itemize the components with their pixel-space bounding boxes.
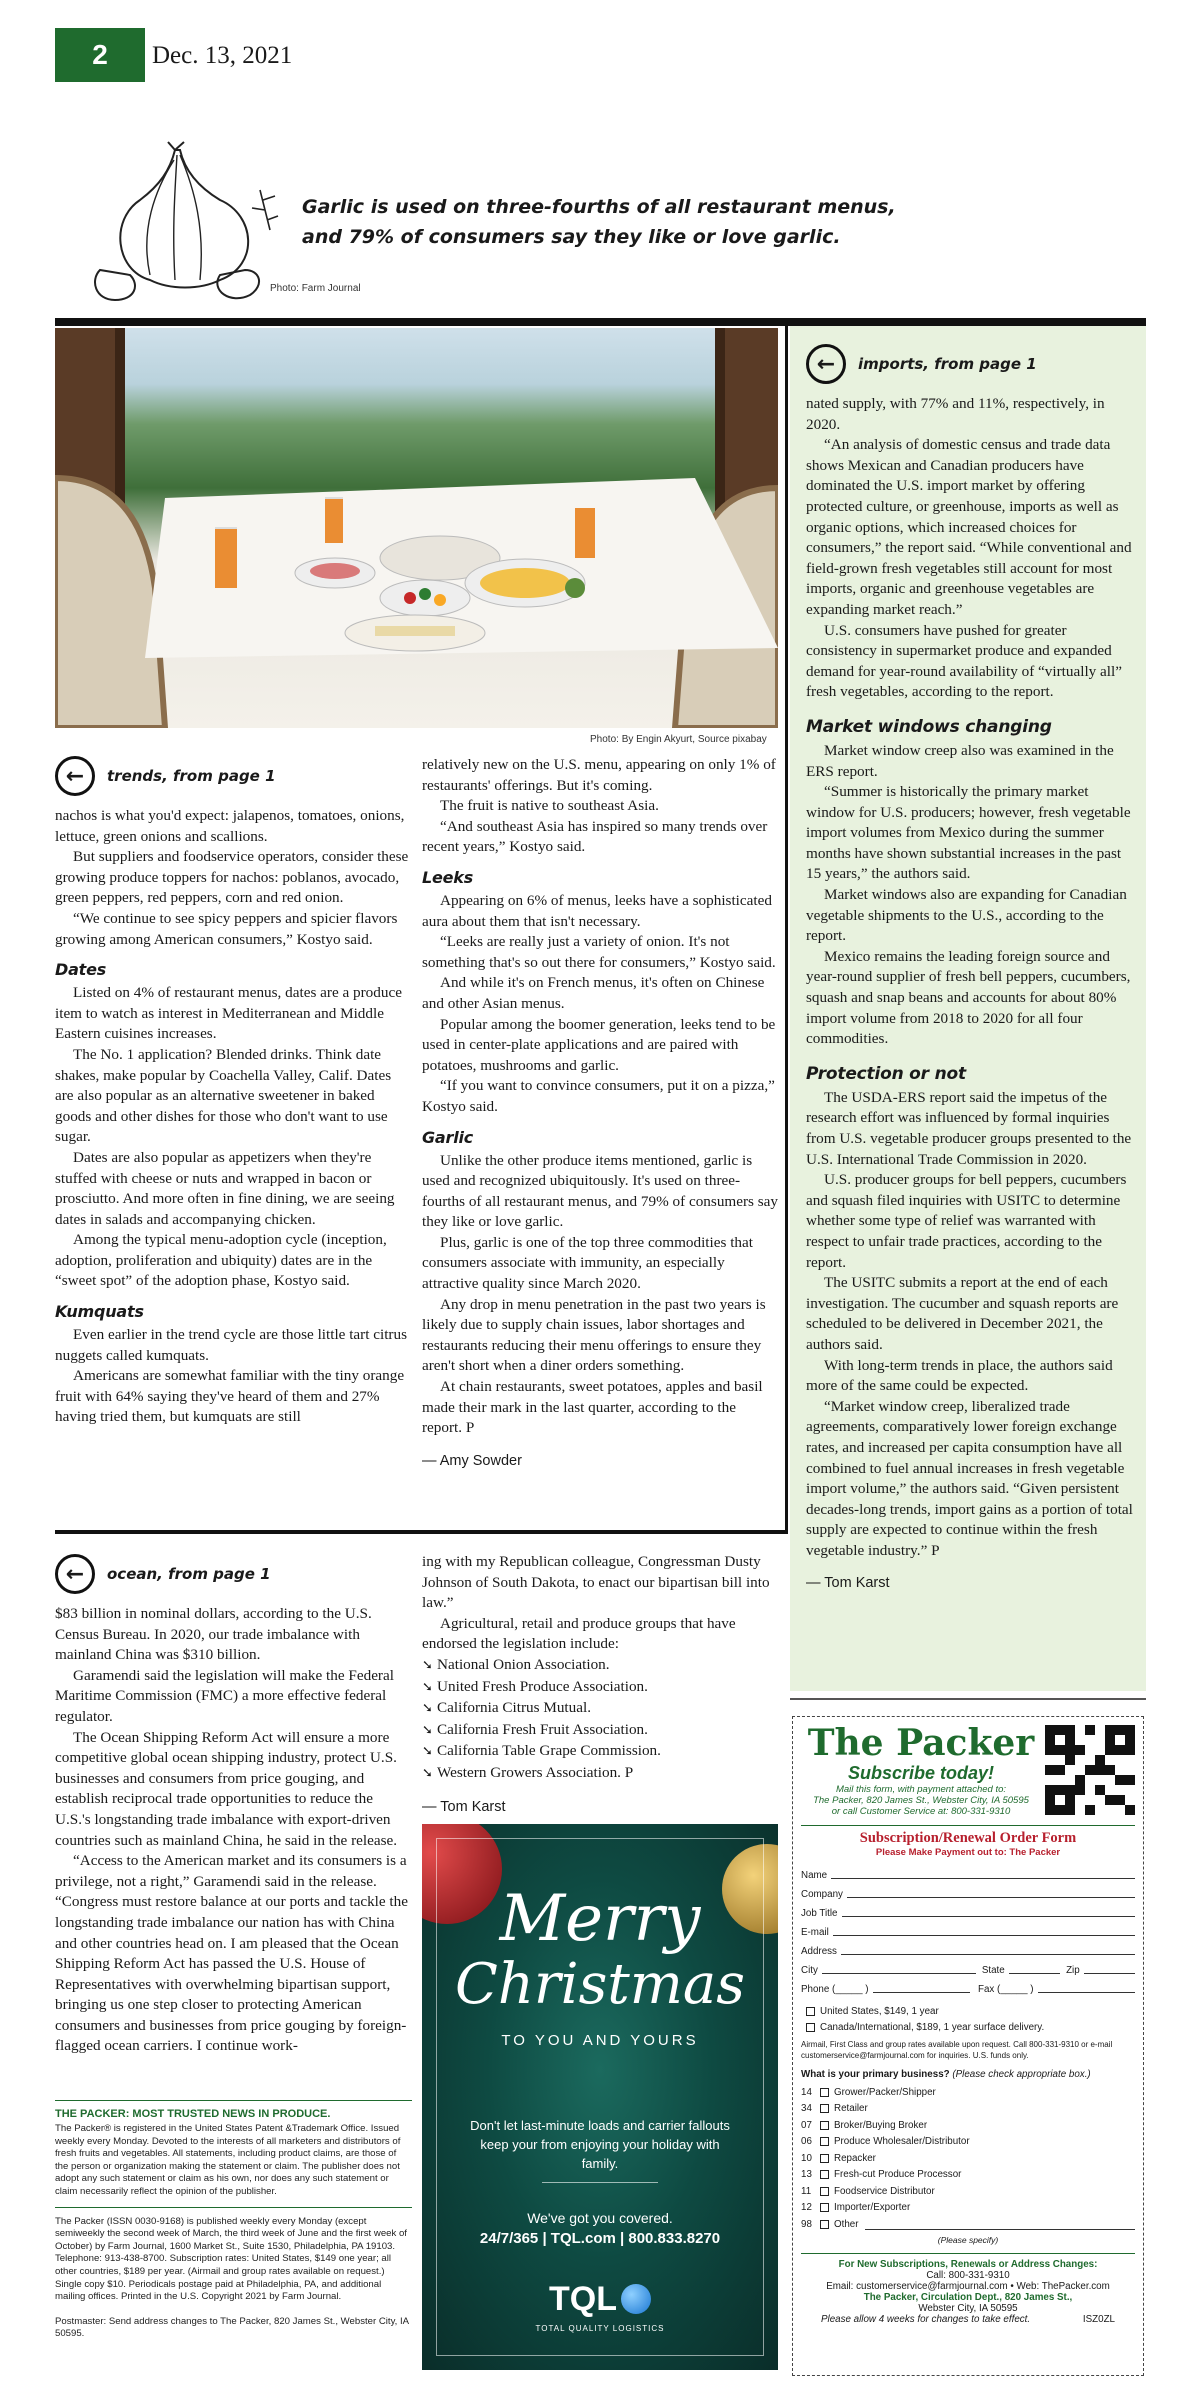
rate-intl-checkbox[interactable] [801, 2020, 1135, 2037]
business-hint: (Please check appropriate box.) [952, 2069, 1091, 2080]
form-title: Subscription/Renewal Order Form [859, 1830, 1077, 1846]
ad-merry: Merry [499, 1882, 701, 1956]
option-label: Fresh-cut Produce Processor [834, 2169, 962, 2181]
field-label: E-mail [801, 1927, 829, 1938]
leeks-paragraph: And while it's on French menus, it's often on Chinese and other Asian menus. [422, 974, 765, 1012]
table-photo-credit: Photo: By Engin Akyurt, Source pixabay [590, 734, 767, 745]
imports-paragraph: nated supply, with 77% and 11%, respectively, in 2020. [806, 395, 1105, 433]
address-field[interactable] [801, 1938, 1135, 1957]
option-code: 12 [801, 2202, 812, 2214]
checkbox[interactable] [820, 2187, 829, 2196]
field-label: State [981, 1965, 1005, 1976]
form-code: ISZ0ZL [1082, 2313, 1115, 2325]
option-code: 13 [801, 2169, 812, 2181]
ad-covered: We've got you covered. [527, 2210, 673, 2226]
tql-logo-text: TQL [549, 2279, 617, 2318]
dates-paragraph: Among the typical menu-adoption cycle (inception, adoption, proliferation and ubiquity) dates are in the “sweet spot” of the adoption phase, Kostyo said. [55, 1231, 387, 1290]
company-field[interactable] [801, 1881, 1135, 1900]
page-number: 2 [92, 39, 108, 70]
qr-code-icon[interactable] [1045, 1725, 1135, 1815]
arrow-left-icon: ← [55, 756, 95, 796]
packer-logo: The Packer [807, 1722, 1035, 1764]
option-label: Produce Wholesaler/Distributor [834, 2136, 970, 2148]
option-label: Importer/Exporter [834, 2202, 911, 2214]
leeks-paragraph: “Leeks are really just a variety of onion. It's not something that's so out there for consumers,” Kostyo said. [422, 933, 776, 971]
masthead-paragraph: The Packer (ISSN 0030-9168) is published weekly every Monday (except semiweekly the second week of March, the third week of June and the first week of October) by Farm Journal, 1600 Market St., Suite 1530, Philadelphia, PA 19103. Telephone: 913-438-8700. Subscription rates: United States, $149 one year; all other countries, $189 per year. (Airmail and group rates available on request.) Single copy $10. Periodicals postage paid at Philadelphia, PA, and additional mailing offices. Printed in the U.S. Copyright 2021 by Farm Journal. [55, 2215, 407, 2303]
option-label: Retailer [834, 2103, 868, 2115]
option-code: 34 [801, 2103, 812, 2115]
kumquats-paragraph: Americans are somewhat familiar with the tiny orange fruit with 64% saying they've heard of them and 27% having tried them, but kumquats are still [55, 1367, 405, 1426]
footer-email[interactable]: Email: customerservice@farmjournal.com • Web: ThePacker.com [826, 2280, 1110, 2292]
field-label: Fax (_____ ) [978, 1984, 1034, 1995]
garlic-callout-quote: Garlic is used on three-fourths of all restaurant menus, and 79% of consumers say they like or love garlic. [302, 196, 896, 248]
checkbox[interactable] [820, 2088, 829, 2097]
ocean-paragraph: Garamendi said the legislation will make the Federal Maritime Commission (FMC) a more effective federal regulator. [55, 1666, 394, 1725]
tql-logo [522, 2274, 678, 2324]
field-label: Zip [1066, 1965, 1080, 1976]
business-option[interactable] [801, 2101, 1135, 2118]
checkbox[interactable] [820, 2137, 829, 2146]
ocean-column-1 [55, 1552, 412, 2057]
checkbox[interactable] [820, 2154, 829, 2163]
tql-logo-subtitle: TOTAL QUALITY LOGISTICS [535, 2324, 665, 2333]
rate-label: Canada/International, $189, 1 year surface delivery. [820, 2022, 1045, 2034]
kumquats-paragraph: Even earlier in the trend cycle are those little tart citrus nuggets called kumquats. [55, 1326, 407, 1364]
trends-byline: — Amy Sowder [422, 1452, 522, 1469]
business-option[interactable] [801, 2216, 1135, 2233]
page-number-tab [55, 28, 145, 82]
dates-heading: Dates [55, 960, 107, 980]
ocean-jump-header [55, 1552, 412, 1596]
dates-paragraph: The No. 1 application? Blended drinks. Think date shakes, make popular by Coachella Valley, Calif. Dates are also popular as an alternative sweetener in baked goods and other dishes for those who don't want to use sugar. [55, 1045, 392, 1146]
imports-byline: — Tom Karst [806, 1575, 890, 1592]
business-option[interactable] [801, 2150, 1135, 2167]
issue-date: Dec. 13, 2021 [152, 42, 293, 69]
option-code: 98 [801, 2218, 812, 2230]
ocean-byline: — Tom Karst [422, 1798, 506, 1815]
footer-address: Webster City, IA 50595 [918, 2302, 1018, 2314]
list-item: ➘ California Citrus Mutual. [422, 1698, 778, 1720]
ocean-column-2 [422, 1552, 778, 1815]
mail-instructions: Mail this form, with payment attached to: [835, 1784, 1007, 1795]
tql-christmas-ad[interactable] [422, 1824, 778, 2370]
trends-column-1 [55, 754, 412, 1428]
form-subtitle: Please Make Payment out to: The Packer [875, 1847, 1061, 1858]
protection-paragraph: With long-term trends in place, the authors said more of the same could be expected. [806, 1356, 1113, 1395]
ad-christmas: Christmas [454, 1952, 746, 2017]
section-rule [790, 1698, 1146, 1700]
city-state-zip-field[interactable] [801, 1957, 1135, 1976]
globe-icon [621, 2284, 651, 2314]
checkbox[interactable] [820, 2170, 829, 2179]
masthead-paragraph: Postmaster: Send address changes to The Packer, 820 James St., Webster City, IA 50595. [55, 2315, 409, 2340]
masthead-title: THE PACKER: MOST TRUSTED NEWS IN PRODUCE. [55, 2108, 331, 2120]
trends-paragraph: “We continue to see spicy peppers and spicier flavors growing among American consumers,” Kostyo said. [55, 909, 398, 948]
option-code: 06 [801, 2136, 812, 2148]
checkbox[interactable] [820, 2203, 829, 2212]
ad-body: Don't let last-minute loads and carrier fallouts keep your from enjoying your holiday with family. [470, 2118, 730, 2171]
arrow-left-icon: ← [55, 1554, 95, 1594]
market-paragraph: Mexico remains the leading foreign source and year-round supplier of fresh bell peppers, cucumbers, squash and snap beans and accounts for about 80% import volume from 2018 to 2020 for all four commodities. [806, 947, 1131, 1048]
dates-paragraph: Dates are also popular as appetizers when they're stuffed with cheese or nuts and wrapped in bacon or prosciutto. And more often in fine dining, we are seeing dates in salads and accompanying chicken. [55, 1148, 395, 1228]
email-field[interactable] [801, 1919, 1135, 1938]
ocean-paragraph: The Ocean Shipping Reform Act will ensure a more competitive global ocean shipping industry, protect U.S. businesses and consumers from price gouging, and establish reciprocal trade opportunities to reduce the U.S.'s longstanding trade imbalance with export-driven countries such as mainland China, he said in the release. [55, 1728, 398, 1849]
trends-paragraph: The fruit is native to southeast Asia. [440, 797, 659, 815]
column-divider [785, 326, 788, 1531]
field-label: Company [801, 1889, 843, 1900]
list-item: ➘ United Fresh Produce Association. [422, 1677, 778, 1699]
market-paragraph: Market windows also are expanding for Canadian vegetable shipments to the U.S., according to the report. [806, 886, 1127, 945]
footer-call: Call: 800-331-9310 [926, 2269, 1010, 2281]
arrow-left-icon: ← [806, 344, 846, 384]
ad-contact[interactable]: 24/7/365 | TQL.com | 800.833.8270 [479, 2230, 721, 2247]
business-option[interactable] [801, 2084, 1135, 2101]
mail-phone: or call Customer Service at: 800-331-9310 [831, 1806, 1011, 1817]
option-label: Repacker [834, 2152, 876, 2164]
trends-jump-label: trends, from page 1 [107, 767, 276, 785]
option-label: Other [834, 2218, 859, 2230]
field-label: City [801, 1965, 818, 1976]
business-question: What is your primary business? [801, 2069, 950, 2080]
specify-hint: (Please specify) [937, 2234, 999, 2245]
job-title-field[interactable] [801, 1900, 1135, 1919]
endorser-list [422, 1655, 778, 1785]
mail-address: The Packer, 820 James St., Webster City, IA 50595 [813, 1795, 1029, 1806]
subscription-form[interactable] [792, 1716, 1144, 2376]
trends-paragraph: nachos is what you'd expect: jalapenos, tomatoes, onions, lettuce, green onions and scallions. [55, 807, 405, 845]
field-label: Phone (_____ ) [801, 1984, 869, 1995]
ocean-jump-label: ocean, from page 1 [107, 1565, 271, 1583]
ad-to-you: TO YOU AND YOURS [501, 2032, 699, 2049]
business-option[interactable] [801, 2200, 1135, 2217]
ocean-paragraph: “Access to the American market and its consumers is a privilege, not a right,” Garamendi said in the release. “Congress must restore balance at our ports and tackle the longstanding trade imbalance our nation has with China and other countries head on. I am pleased that the Ocean Shipping Reform Act has passed the U.S. House of Representatives with overwhelming bipartisan support, bringing us one step closer to protecting American consumers and businesses from price gouging by foreign-flagged ocean carriers. I continue work- [55, 1852, 408, 2055]
protection-paragraph: The USDA-ERS report said the impetus of the research effort was influenced by formal inquiries from U.S. vegetable producer groups presented to the U.S. International Trade Commission in 2020. [806, 1088, 1132, 1168]
checkbox[interactable] [820, 2220, 829, 2229]
footer-allow: Please allow 4 weeks for changes to take effect. [821, 2313, 1031, 2325]
market-paragraph: Market window creep also was examined in the ERS report. [806, 741, 1114, 780]
market-paragraph: “Summer is historically the primary market window for U.S. producers; however, fresh vegetable import volumes from Mexico during the summer months have shown substantial increases in the past 15 years,” the authors said. [806, 783, 1131, 883]
protection-paragraph: U.S. producer groups for bell peppers, cucumbers and squash filed inquiries with USITC to determine whether some type of relief was warranted with respect to unfair trade practices, according to the report. [806, 1171, 1127, 1271]
option-label: Foodservice Distributor [834, 2185, 935, 2197]
market-windows-heading: Market windows changing [806, 716, 1052, 737]
rate-us-checkbox[interactable] [801, 2003, 1135, 2020]
field-label: Name [801, 1870, 828, 1881]
field-label: Job Title [801, 1908, 838, 1919]
garlic-paragraph: Any drop in menu penetration in the past two years is likely due to supply chain issues, labor shortages and restaurants reducing their menu offerings to ensure they aren't short when a diner orders something. [422, 1295, 766, 1375]
business-option[interactable] [801, 2167, 1135, 2184]
option-code: 07 [801, 2119, 812, 2131]
protection-heading: Protection or not [806, 1063, 966, 1084]
option-label: Grower/Packer/Shipper [834, 2086, 936, 2098]
protection-paragraph: “Market window creep, liberalized trade agreements, comparatively lower foreign exchange rates, and increased per capita consumption have all combined to fuel annual increases in fresh vegetable import volume,” the authors said. “Given persistent decades-long trends, import gains as a portion of total supply are expected to continue within the fresh vegetable industry.” P [806, 1397, 1133, 1559]
garlic-paragraph: At chain restaurants, sweet potatoes, apples and basil made their mark in the last quarter, according to the report. P [422, 1378, 763, 1437]
business-options [801, 2084, 1135, 2233]
imports-jump-header [806, 342, 1136, 386]
garlic-photo-credit: Photo: Farm Journal [270, 283, 361, 294]
footer-address: The Packer, Circulation Dept., 820 James St., [863, 2291, 1073, 2303]
checkbox[interactable] [820, 2104, 829, 2113]
garlic-paragraph: Plus, garlic is one of the top three commodities that consumers associate with immunity, an especially attractive quality since March 2020. [422, 1233, 753, 1293]
protection-paragraph: The USITC submits a report at the end of each investigation. The cucumber and squash reports are scheduled to be delivered in December 2021, the authors said. [806, 1274, 1119, 1353]
ocean-paragraph: ing with my Republican colleague, Congressman Dusty Johnson of South Dakota, to enact our bipartisan bill into law.” [422, 1553, 770, 1612]
list-item: ➘ Western Growers Association. P [422, 1763, 778, 1785]
ocean-paragraph: Agricultural, retail and produce groups that have endorsed the legislation include: [422, 1614, 736, 1653]
garlic-paragraph: Unlike the other produce items mentioned, garlic is used and recognized ubiquitously. It's used on three-fourths of all restaurant menus, and 79% of consumers say they like or love garlic. [422, 1151, 778, 1231]
leeks-paragraph: Popular among the boomer generation, leeks tend to be used in center-plate applications and are paired with potatoes, mushrooms and garlic. [422, 1015, 776, 1074]
masthead-info [55, 2100, 412, 2341]
rate-note: Airmail, First Class and group rates available upon request. Call 800-331-9310 or e-mail customerservice@farmjournal.com for inquiries. U.S. funds only. [801, 2040, 1113, 2060]
footer-title: For New Subscriptions, Renewals or Address Changes: [838, 2258, 1098, 2270]
list-item: ➘ California Table Grape Commission. [422, 1741, 778, 1763]
rate-label: United States, $149, 1 year [820, 2005, 939, 2017]
garlic-heading: Garlic [422, 1127, 474, 1147]
field-label: Address [801, 1946, 837, 1957]
imports-paragraph: “An analysis of domestic census and trade data shows Mexican and Canadian producers have dominated the U.S. import market by offering protected culture, or greenhouse, imports as well as organic options, which increased choices for consumers,” the report said. “While conventional and field-grown fresh vegetables still account for most imports, organic and greenhouse vegetables are expanding market reach.” [806, 436, 1132, 618]
ad-divider [542, 2182, 658, 2183]
trends-paragraph: “And southeast Asia has inspired so many trends over recent years,” Kostyo said. [422, 817, 768, 856]
phone-fax-field[interactable] [801, 1976, 1135, 1995]
restaurant-table-photo [55, 328, 778, 728]
kumquats-heading: Kumquats [55, 1302, 144, 1322]
masthead-paragraph: The Packer® is registered in the United States Patent &Trademark Office. Issued weekly every Monday. Devoted to the interests of all marketers and distributors of fresh fruits and vegetables. All statements, including product claims, are those of the person or organization making the statement or claim. The publisher does not adopt any such statement or claim as his own, nor does any such statement or claim necessarily reflect the opinion of the publisher. [55, 2123, 412, 2208]
trends-paragraph: relatively new on the U.S. menu, appearing on only 1% of restaurants' offerings. But it's coming. [422, 756, 776, 794]
imports-jump-label: imports, from page 1 [858, 355, 1037, 373]
imports-column [806, 342, 1136, 1591]
business-option[interactable] [801, 2183, 1135, 2200]
trends-paragraph: But suppliers and foodservice operators, consider these growing produce toppers for nachos: poblanos, avocado, green peppers, red peppers, corn and red onion. [55, 848, 409, 907]
option-label: Broker/Buying Broker [834, 2119, 928, 2131]
trends-jump-header [55, 754, 412, 798]
imports-paragraph: U.S. consumers have pushed for greater consistency in supermarket produce and expanded demand for year-round availability of “virtually all” fresh vegetables, according to the report. [806, 621, 1122, 701]
leeks-paragraph: Appearing on 6% of menus, leeks have a sophisticated aura about them that isn't necessary. [422, 891, 772, 930]
list-item: ➘ National Onion Association. [422, 1655, 778, 1677]
leeks-paragraph: “If you want to convince consumers, put it on a pizza,” Kostyo said. [422, 1077, 775, 1115]
checkbox[interactable] [820, 2121, 829, 2130]
garlic-illustration [80, 130, 290, 305]
option-code: 14 [801, 2086, 812, 2098]
subscribe-headline: Subscribe today! [847, 1763, 995, 1783]
name-field[interactable] [801, 1862, 1135, 1881]
section-rule [55, 318, 1146, 326]
ocean-paragraph: $83 billion in nominal dollars, according to the U.S. Census Bureau. In 2020, our trade imbalance with mainland China was $310 billion. [55, 1605, 372, 1664]
option-code: 11 [801, 2185, 812, 2197]
trends-column-2 [422, 755, 778, 1469]
business-option[interactable] [801, 2134, 1135, 2151]
business-option[interactable] [801, 2117, 1135, 2134]
list-item: ➘ California Fresh Fruit Association. [422, 1720, 778, 1742]
option-code: 10 [801, 2152, 812, 2164]
dates-paragraph: Listed on 4% of restaurant menus, dates are a produce item to watch as interest in Mediterranean and Middle Eastern cuisines increases. [55, 984, 402, 1043]
leeks-heading: Leeks [422, 867, 474, 887]
section-rule [55, 1530, 788, 1534]
